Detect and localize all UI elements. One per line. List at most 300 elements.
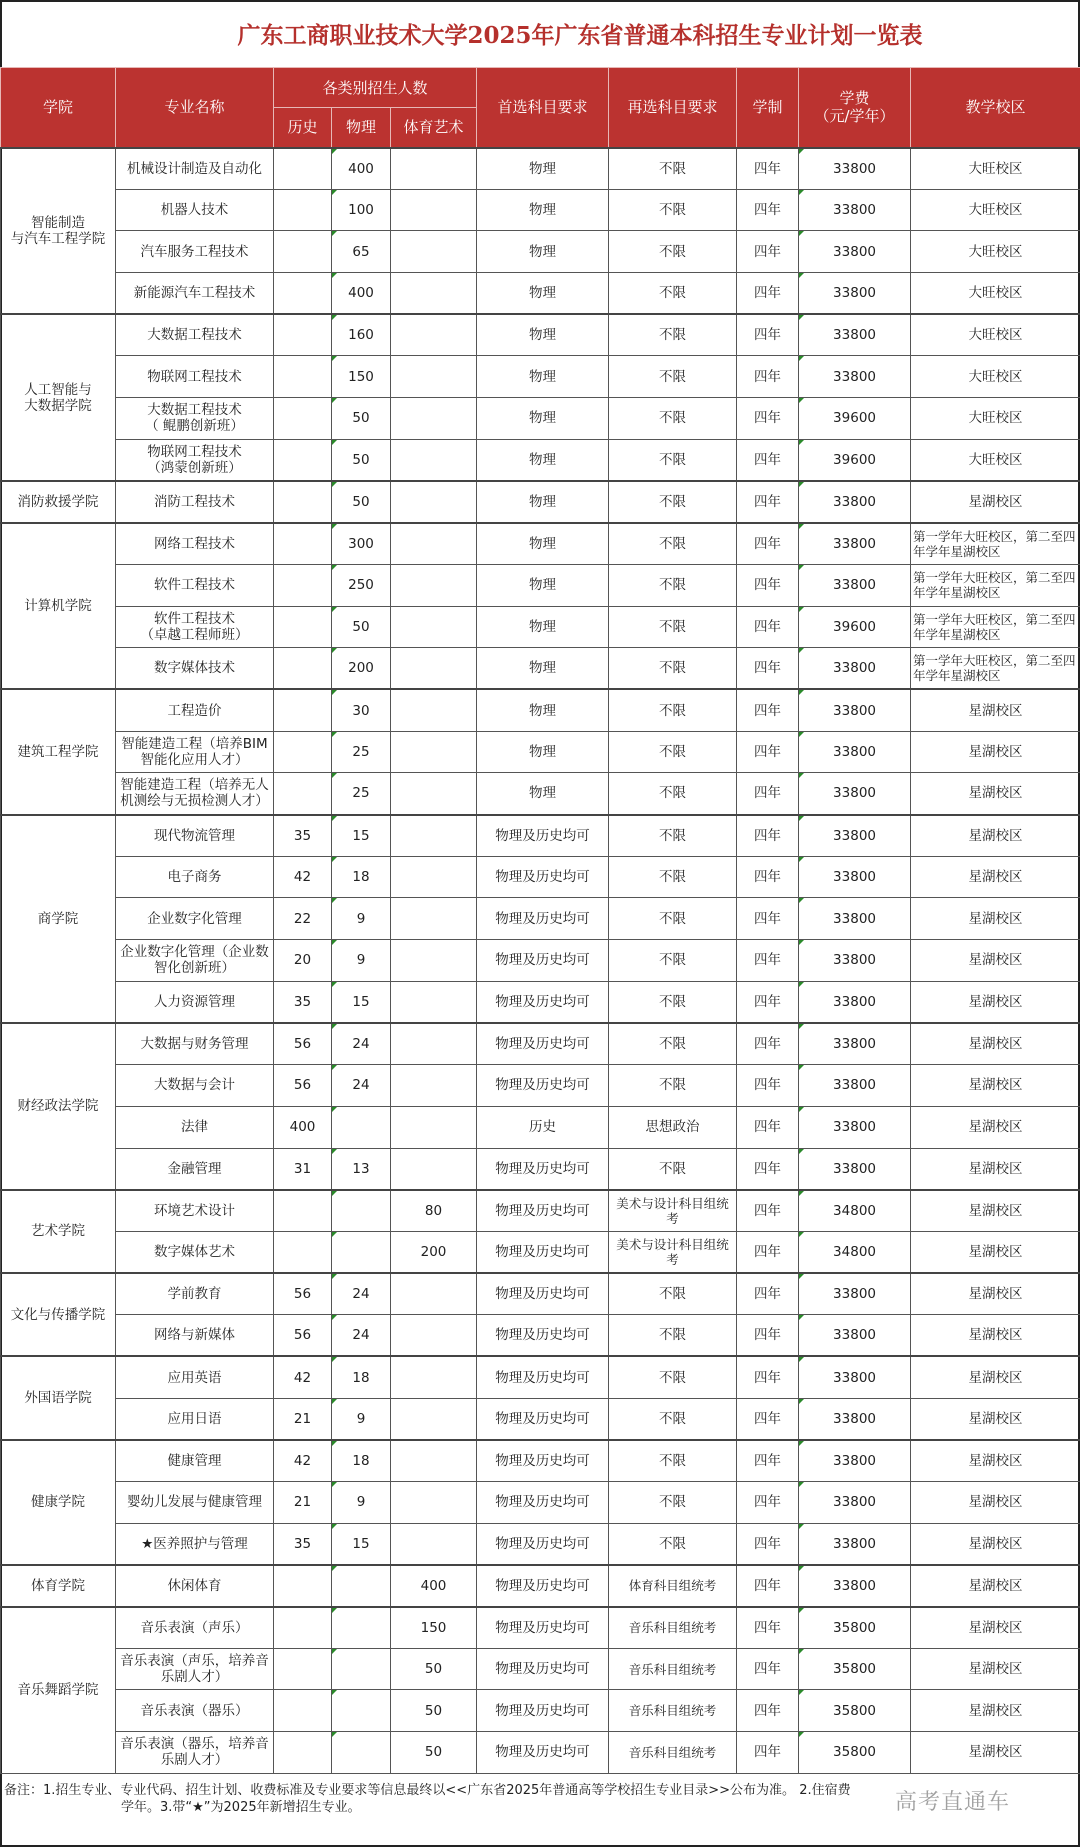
- major-name-text: 企业数字化管理（企业数智化创新班）: [120, 944, 269, 977]
- first-subject: [477, 1607, 609, 1649]
- tuition-fee-text: 33800: [833, 910, 876, 927]
- campus-text: 星湖校区: [968, 1327, 1023, 1344]
- art-count: [391, 773, 477, 815]
- history-count: [274, 1607, 332, 1649]
- tuition-fee: [799, 439, 911, 481]
- art-count: [391, 689, 477, 731]
- second-subject: [609, 1148, 737, 1190]
- tuition-fee-text: 33800: [833, 327, 876, 344]
- major-name-text: 软件工程技术: [154, 577, 235, 594]
- second-subject: [609, 1482, 737, 1524]
- tuition-fee-text: 33800: [833, 743, 876, 760]
- table-row: [1, 1190, 1080, 1232]
- years: [737, 1690, 799, 1732]
- major-name-text: 网络工程技术: [154, 535, 235, 552]
- table-row: [1, 1648, 1080, 1690]
- table-row: [1, 940, 1080, 982]
- history-count: [274, 898, 332, 940]
- years: [737, 439, 799, 481]
- tuition-fee-text: 33800: [833, 1535, 876, 1552]
- physics-count-text: 18: [352, 1452, 370, 1469]
- campus: [911, 1607, 1080, 1649]
- campus: [911, 439, 1080, 481]
- major-name: [116, 356, 274, 398]
- major-name-text: 金融管理: [167, 1160, 222, 1177]
- art-count: [391, 856, 477, 898]
- tuition-fee-text: 39600: [833, 451, 876, 468]
- campus-text: 星湖校区: [968, 785, 1023, 802]
- years-text: 四年: [754, 785, 782, 802]
- history-count-text: 21: [293, 1494, 312, 1511]
- table-body: [1, 148, 1080, 1774]
- years: [737, 689, 799, 731]
- tuition-fee-text: 33800: [833, 577, 876, 594]
- physics-count: [332, 1565, 391, 1607]
- tuition-fee-text: 33800: [833, 160, 876, 177]
- history-count: [274, 1690, 332, 1732]
- header-first-subject: 首选科目要求: [477, 68, 609, 148]
- major-name-text: 休闲体育: [167, 1577, 222, 1594]
- first-subject: [477, 1065, 609, 1107]
- years: [737, 273, 799, 315]
- college-name: 音乐舞蹈学院: [1, 1607, 116, 1774]
- second-subject: [609, 606, 737, 648]
- history-count: [274, 815, 332, 857]
- physics-count-text: 100: [348, 202, 374, 219]
- tuition-fee: [799, 1607, 911, 1649]
- first-subject-text: 物理及历史均可: [495, 993, 590, 1010]
- second-subject-text: 音乐科目组统考: [628, 1620, 717, 1636]
- history-count: [274, 1315, 332, 1357]
- art-count: [391, 231, 477, 273]
- second-subject-text: 思想政治: [645, 1119, 700, 1136]
- campus: [911, 481, 1080, 523]
- art-count: [391, 648, 477, 690]
- tuition-fee: [799, 231, 911, 273]
- years-text: 四年: [754, 660, 782, 677]
- first-subject: [477, 606, 609, 648]
- tuition-fee: [799, 689, 911, 731]
- physics-count: [332, 231, 391, 273]
- art-count: [391, 1356, 477, 1398]
- tuition-fee-text: 33800: [833, 1494, 876, 1511]
- campus: [911, 1023, 1080, 1065]
- physics-count: [332, 1190, 391, 1232]
- physics-count-text: 24: [352, 1286, 370, 1303]
- major-name: [116, 314, 274, 356]
- history-count: [274, 1023, 332, 1065]
- history-count: [274, 648, 332, 690]
- physics-count: [332, 606, 391, 648]
- first-subject: [477, 231, 609, 273]
- tuition-fee: [799, 731, 911, 773]
- physics-count: [332, 398, 391, 440]
- college-name: 健康学院: [1, 1440, 116, 1565]
- second-subject: [609, 856, 737, 898]
- years: [737, 189, 799, 231]
- tuition-fee: [799, 314, 911, 356]
- physics-count-text: 250: [348, 577, 374, 594]
- physics-count: [332, 1690, 391, 1732]
- art-count-text: 50: [424, 1702, 443, 1719]
- first-subject-text: 物理及历史均可: [495, 1286, 590, 1303]
- major-name-text: 法律: [181, 1119, 208, 1136]
- tuition-fee-text: 35800: [833, 1619, 876, 1636]
- major-name-text: 应用英语: [167, 1369, 222, 1386]
- campus-text: 大旺校区: [968, 410, 1023, 427]
- tuition-fee-text: 33800: [833, 368, 876, 385]
- art-count-text: 150: [420, 1619, 447, 1636]
- major-name: [116, 1106, 274, 1148]
- first-subject: [477, 981, 609, 1023]
- first-subject: [477, 564, 609, 606]
- tuition-fee-text: 33800: [833, 869, 876, 886]
- second-subject: [609, 898, 737, 940]
- history-count: [274, 1148, 332, 1190]
- art-count: [391, 1190, 477, 1232]
- campus-text: 星湖校区: [968, 1702, 1023, 1719]
- physics-count-text: 18: [352, 1369, 370, 1386]
- campus: [911, 648, 1080, 690]
- tuition-fee: [799, 981, 911, 1023]
- second-subject-text: 不限: [659, 451, 687, 468]
- college-name: 商学院: [1, 815, 116, 1023]
- campus: [911, 981, 1080, 1023]
- years-text: 四年: [754, 285, 782, 302]
- campus-text: 星湖校区: [968, 1119, 1023, 1136]
- tuition-fee: [799, 1065, 911, 1107]
- years-text: 四年: [754, 410, 782, 427]
- table-row: [1, 189, 1080, 231]
- tuition-fee: [799, 1231, 911, 1273]
- major-name: [116, 898, 274, 940]
- major-name-text: ★医养照护与管理: [141, 1535, 248, 1552]
- first-subject-text: 物理: [529, 243, 557, 260]
- campus: [911, 1231, 1080, 1273]
- major-name-text: 音乐表演（声乐，培养音乐剧人才）: [120, 1653, 269, 1686]
- second-subject-text: 不限: [659, 1327, 687, 1344]
- history-count: [274, 148, 332, 190]
- campus-text: 星湖校区: [968, 1036, 1023, 1053]
- years: [737, 356, 799, 398]
- college-name: 建筑工程学院: [1, 689, 116, 814]
- major-name-text: 应用日语: [167, 1410, 222, 1427]
- tuition-fee-text: 33800: [833, 1286, 876, 1303]
- first-subject-text: 物理: [529, 410, 557, 427]
- major-name: [116, 1190, 274, 1232]
- second-subject: [609, 1690, 737, 1732]
- tuition-fee: [799, 1482, 911, 1524]
- tuition-fee-text: 33800: [833, 493, 876, 510]
- second-subject-text: 不限: [659, 952, 687, 969]
- second-subject-text: 体育科目组统考: [628, 1578, 717, 1594]
- physics-count: [332, 1023, 391, 1065]
- campus-text: 星湖校区: [968, 1369, 1023, 1386]
- table-row: [1, 815, 1080, 857]
- tuition-fee-text: 33800: [833, 243, 876, 260]
- first-subject: [477, 1106, 609, 1148]
- college-name: 体育学院: [1, 1565, 116, 1607]
- major-name-text: 音乐表演（器乐，培养音乐剧人才）: [120, 1736, 269, 1769]
- campus-text: 星湖校区: [968, 1535, 1023, 1552]
- physics-count: [332, 1315, 391, 1357]
- years-text: 四年: [754, 1661, 782, 1678]
- tuition-fee-text: 33800: [833, 827, 876, 844]
- years-text: 四年: [754, 1369, 782, 1386]
- campus-text: 星湖校区: [968, 1744, 1023, 1761]
- campus: [911, 1648, 1080, 1690]
- tuition-fee-text: 33800: [833, 202, 876, 219]
- years-text: 四年: [754, 368, 782, 385]
- physics-count: [332, 1732, 391, 1774]
- campus-text: 大旺校区: [968, 285, 1023, 302]
- history-count: [274, 564, 332, 606]
- first-subject-text: 物理及历史均可: [495, 1619, 590, 1636]
- second-subject-text: 不限: [659, 1286, 687, 1303]
- campus: [911, 523, 1080, 565]
- years-text: 四年: [754, 160, 782, 177]
- second-subject-text: 不限: [659, 1410, 687, 1427]
- second-subject: [609, 273, 737, 315]
- years-text: 四年: [754, 827, 782, 844]
- tuition-fee-text: 33800: [833, 1036, 876, 1053]
- table-row: [1, 898, 1080, 940]
- second-subject: [609, 940, 737, 982]
- table-row: [1, 1482, 1080, 1524]
- table-row: [1, 1565, 1080, 1607]
- physics-count: [332, 648, 391, 690]
- years: [737, 1106, 799, 1148]
- physics-count: [332, 314, 391, 356]
- first-subject-text: 物理: [529, 285, 557, 302]
- history-count-text: 56: [293, 1036, 312, 1053]
- first-subject: [477, 648, 609, 690]
- major-name-text: 物联网工程技术 （鸿蒙创新班）: [147, 443, 242, 476]
- history-count: [274, 689, 332, 731]
- first-subject: [477, 1398, 609, 1440]
- history-count: [274, 1190, 332, 1232]
- campus-text: 星湖校区: [968, 493, 1023, 510]
- years-text: 四年: [754, 910, 782, 927]
- campus-text: 星湖校区: [968, 993, 1023, 1010]
- first-subject-text: 物理: [529, 743, 557, 760]
- major-name: [116, 1482, 274, 1524]
- table-row: [1, 981, 1080, 1023]
- art-count: [391, 1398, 477, 1440]
- years-text: 四年: [754, 1702, 782, 1719]
- years: [737, 398, 799, 440]
- first-subject: [477, 1565, 609, 1607]
- history-count: [274, 1565, 332, 1607]
- art-count: [391, 439, 477, 481]
- major-name-text: 软件工程技术 （卓越工程师班）: [140, 610, 249, 643]
- campus-text: 第一学年大旺校区，第二至四年学年星湖校区: [913, 528, 1076, 559]
- tuition-fee-text: 35800: [833, 1744, 876, 1761]
- physics-count: [332, 439, 391, 481]
- physics-count: [332, 273, 391, 315]
- major-name: [116, 1565, 274, 1607]
- first-subject: [477, 1023, 609, 1065]
- major-name: [116, 815, 274, 857]
- campus: [911, 314, 1080, 356]
- first-subject: [477, 731, 609, 773]
- major-name-text: 音乐表演（器乐）: [140, 1702, 249, 1719]
- campus: [911, 606, 1080, 648]
- major-name: [116, 606, 274, 648]
- years: [737, 1398, 799, 1440]
- header-art: 体育艺术: [391, 108, 477, 148]
- table-row: [1, 481, 1080, 523]
- major-name: [116, 648, 274, 690]
- years: [737, 1523, 799, 1565]
- years: [737, 231, 799, 273]
- campus-text: 星湖校区: [968, 1577, 1023, 1594]
- history-count: [274, 606, 332, 648]
- history-count: [274, 1482, 332, 1524]
- first-subject: [477, 1732, 609, 1774]
- major-name: [116, 940, 274, 982]
- years-text: 四年: [754, 743, 782, 760]
- first-subject-text: 物理: [529, 618, 557, 635]
- physics-count: [332, 1523, 391, 1565]
- history-count: [274, 1523, 332, 1565]
- major-name: [116, 856, 274, 898]
- second-subject-text: 不限: [659, 827, 687, 844]
- major-name: [116, 1148, 274, 1190]
- history-count: [274, 1106, 332, 1148]
- history-count: [274, 523, 332, 565]
- table-row: [1, 356, 1080, 398]
- physics-count-text: 400: [348, 160, 374, 177]
- art-count: [391, 523, 477, 565]
- history-count: [274, 1440, 332, 1482]
- second-subject: [609, 689, 737, 731]
- first-subject-text: 物理及历史均可: [495, 1077, 590, 1094]
- tuition-fee-text: 33800: [833, 660, 876, 677]
- years-text: 四年: [754, 869, 782, 886]
- watermark: 高考直通车: [895, 1790, 1011, 1815]
- tuition-fee-text: 33800: [833, 952, 876, 969]
- tuition-fee-text: 33800: [833, 1452, 876, 1469]
- years: [737, 940, 799, 982]
- major-name-text: 环境艺术设计: [154, 1202, 235, 1219]
- years: [737, 773, 799, 815]
- history-count-text: 42: [293, 869, 312, 886]
- art-count: [391, 1231, 477, 1273]
- physics-count: [332, 1065, 391, 1107]
- history-count: [274, 981, 332, 1023]
- campus: [911, 1190, 1080, 1232]
- second-subject: [609, 1356, 737, 1398]
- art-count: [391, 189, 477, 231]
- years-text: 四年: [754, 1286, 782, 1303]
- art-count: [391, 356, 477, 398]
- table-row: [1, 314, 1080, 356]
- second-subject: [609, 1607, 737, 1649]
- second-subject: [609, 731, 737, 773]
- table-row: [1, 1231, 1080, 1273]
- header-years: 学制: [737, 68, 799, 148]
- first-subject-text: 物理: [529, 535, 557, 552]
- college-name: 计算机学院: [1, 523, 116, 690]
- first-subject: [477, 1440, 609, 1482]
- years: [737, 1607, 799, 1649]
- major-name-text: 人力资源管理: [154, 993, 235, 1010]
- campus-text: 大旺校区: [968, 202, 1023, 219]
- physics-count-text: 15: [352, 993, 370, 1010]
- table-row: [1, 439, 1080, 481]
- campus-text: 星湖校区: [968, 1077, 1023, 1094]
- history-count: [274, 273, 332, 315]
- header-counts: 各类别招生人数: [274, 68, 477, 108]
- years-text: 四年: [754, 952, 782, 969]
- first-subject: [477, 689, 609, 731]
- campus-text: 星湖校区: [968, 1494, 1023, 1511]
- second-subject: [609, 148, 737, 190]
- major-name: [116, 981, 274, 1023]
- art-count: [391, 1106, 477, 1148]
- tuition-fee-text: 33800: [833, 535, 876, 552]
- second-subject: [609, 1065, 737, 1107]
- campus: [911, 856, 1080, 898]
- art-count: [391, 606, 477, 648]
- major-name-text: 消防工程技术: [154, 493, 235, 510]
- major-name: [116, 1523, 274, 1565]
- art-count-text: 200: [420, 1243, 447, 1260]
- years: [737, 648, 799, 690]
- college-name: 财经政法学院: [1, 1023, 116, 1190]
- second-subject-text: 不限: [659, 1077, 687, 1094]
- physics-count: [332, 564, 391, 606]
- major-name-text: 现代物流管理: [154, 827, 235, 844]
- campus-text: 大旺校区: [968, 451, 1023, 468]
- tuition-fee-text: 35800: [833, 1702, 876, 1719]
- major-name-text: 数字媒体技术: [154, 660, 235, 677]
- second-subject: [609, 1106, 737, 1148]
- first-subject-text: 物理及历史均可: [495, 1535, 590, 1552]
- history-count-text: 21: [293, 1410, 312, 1427]
- campus: [911, 773, 1080, 815]
- header-major: 专业名称: [116, 68, 274, 148]
- second-subject: [609, 189, 737, 231]
- art-count: [391, 731, 477, 773]
- second-subject-text: 不限: [659, 1160, 687, 1177]
- campus: [911, 1065, 1080, 1107]
- second-subject-text: 不限: [659, 160, 687, 177]
- physics-count: [332, 189, 391, 231]
- tuition-fee: [799, 1440, 911, 1482]
- first-subject-text: 物理及历史均可: [495, 869, 590, 886]
- campus-text: 星湖校区: [968, 1619, 1023, 1636]
- tuition-fee: [799, 1273, 911, 1315]
- second-subject: [609, 439, 737, 481]
- college-name: 艺术学院: [1, 1190, 116, 1273]
- tuition-fee: [799, 648, 911, 690]
- campus-text: 星湖校区: [968, 702, 1023, 719]
- campus-text: 星湖校区: [968, 1452, 1023, 1469]
- major-name-text: 大数据工程技术: [147, 327, 242, 344]
- first-subject-text: 物理: [529, 493, 557, 510]
- first-subject: [477, 898, 609, 940]
- header-college: 学院: [1, 68, 116, 148]
- campus: [911, 1440, 1080, 1482]
- enrollment-table: [0, 67, 1080, 1774]
- campus: [911, 815, 1080, 857]
- second-subject-text: 美术与设计科目组统考: [616, 1195, 729, 1226]
- tuition-fee: [799, 856, 911, 898]
- art-count: [391, 1148, 477, 1190]
- history-count-text: 22: [293, 910, 312, 927]
